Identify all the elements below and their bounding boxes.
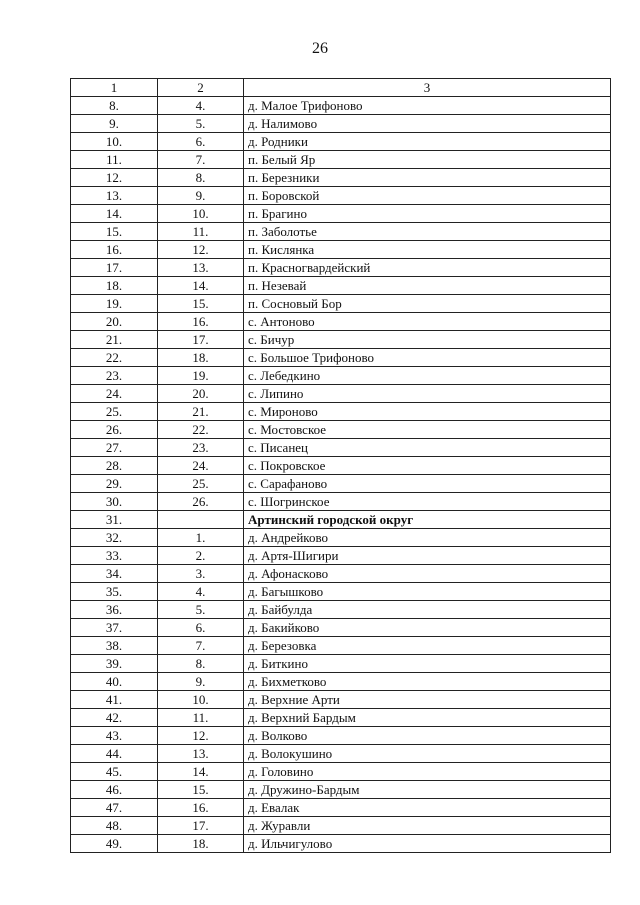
- sub-number: 22.: [158, 421, 244, 439]
- table-row: [71, 727, 611, 745]
- table-row: [71, 151, 611, 169]
- row-number: 48.: [71, 817, 158, 835]
- row-number: 37.: [71, 619, 158, 637]
- table-row: [71, 331, 611, 349]
- row-number: 41.: [71, 691, 158, 709]
- table-row: [71, 169, 611, 187]
- row-number: 8.: [71, 97, 158, 115]
- row-number: 45.: [71, 763, 158, 781]
- table-row: [71, 817, 611, 835]
- settlement-name: д. Малое Трифоново: [244, 97, 611, 115]
- settlement-name: д. Багышково: [244, 583, 611, 601]
- sub-number: 7.: [158, 637, 244, 655]
- table-row: [71, 403, 611, 421]
- table-row: [71, 277, 611, 295]
- settlement-name: с. Покровское: [244, 457, 611, 475]
- sub-number: 18.: [158, 349, 244, 367]
- row-number: 18.: [71, 277, 158, 295]
- row-number: 34.: [71, 565, 158, 583]
- sub-number: 4.: [158, 97, 244, 115]
- sub-number: 11.: [158, 709, 244, 727]
- table-row: [71, 97, 611, 115]
- sub-number: 8.: [158, 169, 244, 187]
- table-row: [71, 439, 611, 457]
- table-row: [71, 295, 611, 313]
- sub-number: 14.: [158, 763, 244, 781]
- table-row: [71, 367, 611, 385]
- row-number: 29.: [71, 475, 158, 493]
- settlement-name: п. Красногвардейский: [244, 259, 611, 277]
- table-row: [71, 259, 611, 277]
- sub-number: 4.: [158, 583, 244, 601]
- sub-number: 16.: [158, 313, 244, 331]
- settlement-name: с. Мироново: [244, 403, 611, 421]
- settlement-name: д. Верхние Арти: [244, 691, 611, 709]
- row-number: 24.: [71, 385, 158, 403]
- sub-number: 18.: [158, 835, 244, 853]
- table-row: [71, 619, 611, 637]
- row-number: 30.: [71, 493, 158, 511]
- table-row: [71, 763, 611, 781]
- settlement-name: д. Бихметково: [244, 673, 611, 691]
- row-number: 27.: [71, 439, 158, 457]
- settlement-name: д. Березовка: [244, 637, 611, 655]
- settlement-name: д. Артя-Шигири: [244, 547, 611, 565]
- sub-number: 15.: [158, 295, 244, 313]
- row-number: 44.: [71, 745, 158, 763]
- row-number: 10.: [71, 133, 158, 151]
- sub-number: 7.: [158, 151, 244, 169]
- sub-number: 16.: [158, 799, 244, 817]
- row-number: 39.: [71, 655, 158, 673]
- table-row: [71, 745, 611, 763]
- sub-number: 11.: [158, 223, 244, 241]
- sub-number: 5.: [158, 601, 244, 619]
- table-row: [71, 709, 611, 727]
- settlement-name: д. Евалак: [244, 799, 611, 817]
- table-row: [71, 835, 611, 853]
- sub-number: 13.: [158, 745, 244, 763]
- sub-number: 10.: [158, 691, 244, 709]
- table-row: [71, 313, 611, 331]
- sub-number: 12.: [158, 727, 244, 745]
- settlement-name: п. Боровской: [244, 187, 611, 205]
- settlement-name: с. Липино: [244, 385, 611, 403]
- row-number: 16.: [71, 241, 158, 259]
- row-number: 28.: [71, 457, 158, 475]
- sub-number: 24.: [158, 457, 244, 475]
- row-number: 47.: [71, 799, 158, 817]
- settlement-name: с. Шогринское: [244, 493, 611, 511]
- settlement-name: п. Сосновый Бор: [244, 295, 611, 313]
- row-number: 40.: [71, 673, 158, 691]
- settlement-name: с. Антоново: [244, 313, 611, 331]
- sub-number: 9.: [158, 673, 244, 691]
- settlement-name: д. Волокушино: [244, 745, 611, 763]
- sub-number: 21.: [158, 403, 244, 421]
- row-number: 26.: [71, 421, 158, 439]
- section-row: [71, 511, 611, 529]
- sub-number: 5.: [158, 115, 244, 133]
- sub-number: 15.: [158, 781, 244, 799]
- row-number: 43.: [71, 727, 158, 745]
- table-row: [71, 475, 611, 493]
- sub-number: 6.: [158, 619, 244, 637]
- table-row: [71, 655, 611, 673]
- row-number: 15.: [71, 223, 158, 241]
- column-header-2: 2: [158, 79, 244, 97]
- settlement-name: д. Афонасково: [244, 565, 611, 583]
- settlement-name: д. Журавли: [244, 817, 611, 835]
- sub-number: 17.: [158, 817, 244, 835]
- table-row: [71, 493, 611, 511]
- sub-number: [158, 511, 244, 529]
- column-header-1: 1: [71, 79, 158, 97]
- settlement-name: с. Сарафаново: [244, 475, 611, 493]
- row-number: 19.: [71, 295, 158, 313]
- settlement-name: с. Бичур: [244, 331, 611, 349]
- row-number: 42.: [71, 709, 158, 727]
- row-number: 32.: [71, 529, 158, 547]
- table-row: [71, 421, 611, 439]
- table-row: [71, 115, 611, 133]
- settlement-name: с. Мостовское: [244, 421, 611, 439]
- table-row: [71, 547, 611, 565]
- sub-number: 9.: [158, 187, 244, 205]
- sub-number: 12.: [158, 241, 244, 259]
- row-number: 35.: [71, 583, 158, 601]
- table-row: [71, 133, 611, 151]
- sub-number: 23.: [158, 439, 244, 457]
- settlement-name: д. Головино: [244, 763, 611, 781]
- row-number: 38.: [71, 637, 158, 655]
- table-row: [71, 205, 611, 223]
- table-row: [71, 385, 611, 403]
- sub-number: 19.: [158, 367, 244, 385]
- table-row: [71, 673, 611, 691]
- settlement-name: д. Андрейково: [244, 529, 611, 547]
- settlement-name: с. Большое Трифоново: [244, 349, 611, 367]
- row-number: 22.: [71, 349, 158, 367]
- settlement-name: п. Брагино: [244, 205, 611, 223]
- table-row: [71, 601, 611, 619]
- page-number: 26: [312, 40, 328, 57]
- table-header: [71, 79, 611, 97]
- table-row: [71, 565, 611, 583]
- row-number: 9.: [71, 115, 158, 133]
- row-number: 49.: [71, 835, 158, 853]
- sub-number: 20.: [158, 385, 244, 403]
- settlement-name: д. Верхний Бардым: [244, 709, 611, 727]
- row-number: 23.: [71, 367, 158, 385]
- table-body: [71, 97, 611, 853]
- sub-number: 3.: [158, 565, 244, 583]
- table-row: [71, 223, 611, 241]
- sub-number: 17.: [158, 331, 244, 349]
- settlement-name: д. Налимово: [244, 115, 611, 133]
- table-row: [71, 187, 611, 205]
- row-number: 12.: [71, 169, 158, 187]
- table-row: [71, 691, 611, 709]
- settlement-name: п. Кислянка: [244, 241, 611, 259]
- header-row: [71, 79, 611, 97]
- settlement-name: д. Байбулда: [244, 601, 611, 619]
- row-number: 20.: [71, 313, 158, 331]
- settlement-name: п. Заболотье: [244, 223, 611, 241]
- row-number: 14.: [71, 205, 158, 223]
- table-row: [71, 241, 611, 259]
- table-row: [71, 781, 611, 799]
- settlement-name: п. Березники: [244, 169, 611, 187]
- sub-number: 10.: [158, 205, 244, 223]
- table-row: [71, 457, 611, 475]
- settlement-name: д. Биткино: [244, 655, 611, 673]
- table-row: [71, 637, 611, 655]
- settlement-name: п. Незевай: [244, 277, 611, 295]
- settlements-table: [70, 78, 611, 853]
- table-row: [71, 529, 611, 547]
- table-row: [71, 583, 611, 601]
- settlement-name: д. Ильчигулово: [244, 835, 611, 853]
- section-title: Артинский городской округ: [244, 511, 611, 529]
- settlement-name: п. Белый Яр: [244, 151, 611, 169]
- settlement-name: д. Родники: [244, 133, 611, 151]
- sub-number: 6.: [158, 133, 244, 151]
- sub-number: 26.: [158, 493, 244, 511]
- settlement-name: д. Бакийково: [244, 619, 611, 637]
- sub-number: 13.: [158, 259, 244, 277]
- row-number: 31.: [71, 511, 158, 529]
- sub-number: 14.: [158, 277, 244, 295]
- row-number: 17.: [71, 259, 158, 277]
- sub-number: 1.: [158, 529, 244, 547]
- sub-number: 25.: [158, 475, 244, 493]
- table-row: [71, 799, 611, 817]
- settlement-name: д. Дружино-Бардым: [244, 781, 611, 799]
- row-number: 11.: [71, 151, 158, 169]
- column-header-3: 3: [244, 79, 611, 97]
- row-number: 13.: [71, 187, 158, 205]
- row-number: 25.: [71, 403, 158, 421]
- sub-number: 2.: [158, 547, 244, 565]
- settlement-name: д. Волково: [244, 727, 611, 745]
- row-number: 21.: [71, 331, 158, 349]
- row-number: 46.: [71, 781, 158, 799]
- row-number: 36.: [71, 601, 158, 619]
- settlement-name: с. Лебедкино: [244, 367, 611, 385]
- settlement-name: с. Писанец: [244, 439, 611, 457]
- sub-number: 8.: [158, 655, 244, 673]
- row-number: 33.: [71, 547, 158, 565]
- table-row: [71, 349, 611, 367]
